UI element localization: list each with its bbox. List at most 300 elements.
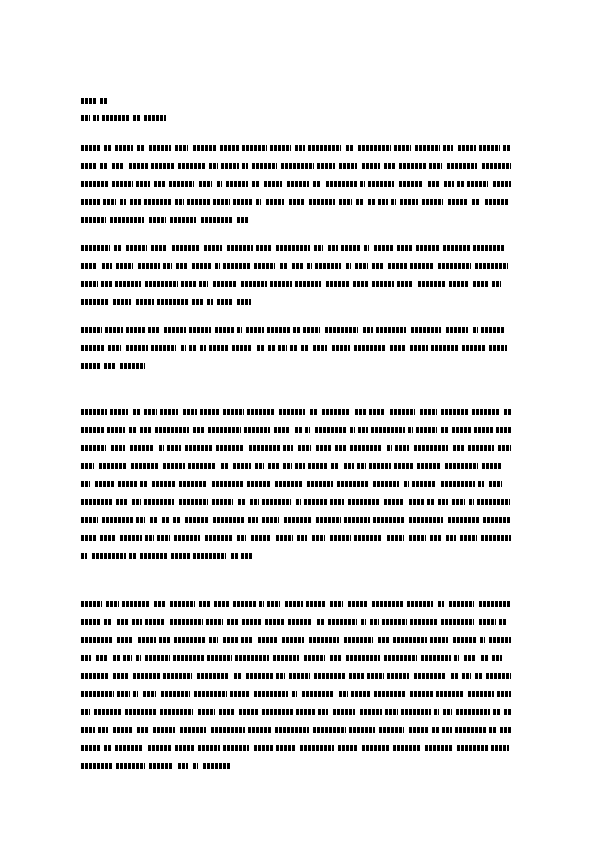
illegible-word [171,553,190,559]
illegible-word [151,345,176,351]
illegible-word [358,427,368,433]
illegible-word [409,517,443,523]
illegible-word [454,655,459,661]
illegible-word [149,217,166,223]
illegible-word [150,517,157,523]
illegible-word [354,535,382,541]
illegible-word [81,281,98,287]
illegible-word [226,181,248,187]
illegible-word [81,427,104,433]
illegible-word [414,673,446,679]
illegible-word [95,481,115,487]
illegible-word [81,601,102,607]
illegible-word [201,217,233,223]
illegible-word [448,199,468,205]
illegible-word [199,281,208,287]
illegible-word [351,691,371,697]
illegible-word [244,427,270,433]
illegible-word [178,763,188,769]
illegible-word [330,655,342,661]
illegible-word [473,281,489,287]
illegible-word [94,709,122,715]
illegible-word [504,709,511,715]
illegible-word [233,199,252,205]
illegible-word [137,145,144,151]
illegible-word [241,281,267,287]
illegible-word [275,727,309,733]
illegible-word [333,709,355,715]
illegible-word [132,619,142,625]
illegible-word [326,181,357,187]
illegible-word [314,673,345,679]
illegible-word [188,463,216,469]
text-line [81,245,511,251]
illegible-word [348,499,380,505]
illegible-word [81,463,94,469]
illegible-word [407,601,433,607]
illegible-word [231,553,238,559]
illegible-word [175,199,184,205]
illegible-word [237,299,251,305]
illegible-word [99,463,126,469]
illegible-word [397,245,413,251]
illegible-word [268,345,275,351]
illegible-word [183,409,197,415]
illegible-word [164,327,186,333]
illegible-word [104,145,112,151]
illegible-word [473,245,505,251]
illegible-word [81,299,108,305]
text-line [81,655,511,661]
illegible-word [457,181,464,187]
illegible-word [246,327,264,333]
illegible-word [422,199,443,205]
illegible-word [390,409,415,415]
illegible-word [376,327,406,333]
paragraph [81,601,511,769]
illegible-word [430,535,442,541]
illegible-word [354,345,385,351]
illegible-word [152,481,176,487]
illegible-word [303,327,320,333]
illegible-word [110,409,128,415]
illegible-word [489,481,502,487]
illegible-word [283,463,292,469]
illegible-word [447,163,477,169]
illegible-word [131,463,158,469]
illegible-word [81,217,106,223]
illegible-word [384,655,417,661]
text-line [81,727,511,733]
illegible-word [81,763,113,769]
illegible-word [167,445,181,451]
illegible-text-note [0,0,1,1]
illegible-word [326,281,349,287]
illegible-word [265,619,285,625]
illegible-word [207,299,213,305]
illegible-word [296,499,301,505]
text-line [81,763,511,769]
illegible-word [81,517,98,523]
illegible-word [176,263,188,269]
illegible-word [145,535,154,541]
illegible-word [113,299,131,305]
illegible-word [368,181,394,187]
illegible-word [458,145,476,151]
illegible-word [280,263,288,269]
illegible-word [442,727,452,733]
illegible-word [276,673,285,679]
illegible-word [475,263,508,269]
illegible-word [133,409,140,415]
illegible-word [154,601,166,607]
illegible-word [344,463,354,469]
illegible-word [483,517,510,523]
illegible-word [395,445,409,451]
illegible-word [434,709,439,715]
illegible-word [387,535,404,541]
illegible-word [441,481,475,487]
illegible-word [81,619,101,625]
illegible-word [443,709,452,715]
illegible-word [81,445,106,451]
illegible-word [149,763,173,769]
illegible-word [105,327,123,333]
illegible-word [162,517,169,523]
illegible-word [117,619,128,625]
text-line [81,673,511,679]
illegible-word [306,601,325,607]
illegible-word [438,601,444,607]
illegible-word [213,281,236,287]
illegible-word [200,345,206,351]
illegible-word [397,281,413,287]
illegible-word [211,727,245,733]
illegible-word [292,263,303,269]
illegible-word [199,181,212,187]
illegible-word [453,637,477,643]
illegible-word [369,409,385,415]
illegible-word [273,655,299,661]
illegible-word [267,601,280,607]
illegible-word [81,481,90,487]
illegible-word [96,655,108,661]
illegible-word [400,199,418,205]
illegible-word [479,619,496,625]
illegible-word [232,345,252,351]
illegible-word [192,299,204,305]
illegible-word [175,745,194,751]
illegible-word [387,673,409,679]
illegible-word [136,299,154,305]
illegible-word [215,263,220,269]
illegible-word [478,481,484,487]
illegible-word [372,601,404,607]
illegible-word [163,263,172,269]
illegible-word [312,535,325,541]
illegible-word [213,199,230,205]
illegible-word [252,181,259,187]
illegible-word [393,637,427,643]
illegible-word [292,691,297,697]
illegible-word [258,637,277,643]
illegible-word [126,345,148,351]
paragraph [81,327,511,369]
illegible-word [129,553,137,559]
illegible-word [373,481,399,487]
illegible-word [482,463,502,469]
illegible-word [126,327,145,333]
illegible-word [469,499,474,505]
illegible-word [138,637,156,643]
illegible-word [275,481,302,487]
illegible-word [81,327,102,333]
illegible-word [212,481,243,487]
illegible-word [185,517,209,523]
illegible-word [350,445,382,451]
illegible-word [209,345,228,351]
illegible-word [339,199,352,205]
illegible-word [349,727,375,733]
illegible-word [348,601,367,607]
illegible-word [335,445,347,451]
text-line [81,553,511,559]
illegible-word [274,427,290,433]
illegible-word [472,199,480,205]
illegible-word [209,163,218,169]
illegible-word [257,345,264,351]
illegible-word [268,463,280,469]
illegible-word [174,637,205,643]
illegible-word [374,245,394,251]
text-line [81,217,511,223]
illegible-word [81,363,100,369]
illegible-word [120,199,126,205]
illegible-word [242,163,248,169]
illegible-word [81,163,96,169]
illegible-word [81,673,108,679]
illegible-word [489,345,507,351]
illegible-word [205,535,232,541]
illegible-word [367,673,384,679]
illegible-word [100,163,107,169]
illegible-word [255,463,264,469]
illegible-word [233,601,256,607]
illegible-word [200,409,219,415]
illegible-word [309,199,335,205]
illegible-word [214,601,230,607]
illegible-word [115,745,143,751]
illegible-word [353,281,368,287]
illegible-word [144,199,172,205]
illegible-word [338,745,357,751]
illegible-word [316,517,341,523]
illegible-word [246,673,273,679]
illegible-word [102,517,133,523]
illegible-word [305,427,310,433]
illegible-word [254,691,288,697]
illegible-word [81,345,104,351]
illegible-word [363,327,373,333]
illegible-word [295,463,305,469]
illegible-word [247,409,275,415]
illegible-word [113,655,120,661]
illegible-word [489,637,511,643]
illegible-word [330,499,344,505]
illegible-word [235,655,269,661]
illegible-word [185,445,212,451]
illegible-word [116,263,133,269]
illegible-word [113,727,133,733]
text-line [81,409,511,415]
illegible-word [473,327,478,333]
text-line [81,427,511,433]
illegible-word [198,709,215,715]
illegible-word [455,727,486,733]
illegible-word [316,445,331,451]
illegible-word [81,727,95,733]
illegible-word [279,409,305,415]
illegible-word [145,655,170,661]
illegible-word [170,217,196,223]
illegible-word [242,145,267,151]
illegible-word [421,655,451,661]
illegible-word [148,327,160,333]
illegible-word [431,345,459,351]
illegible-word [122,601,150,607]
text-line [81,481,511,487]
illegible-word [145,281,178,287]
illegible-word [372,281,394,287]
text-line [81,619,511,625]
illegible-word [181,281,196,287]
illegible-word [140,481,148,487]
illegible-word [441,619,474,625]
illegible-word [493,709,501,715]
illegible-word [298,445,311,451]
illegible-word [163,463,185,469]
illegible-word [203,763,230,769]
illegible-word [492,281,501,287]
illegible-word [496,427,511,433]
illegible-word [474,427,493,433]
text-line [81,263,511,269]
illegible-word [117,691,130,697]
illegible-word [332,345,350,351]
illegible-word [136,517,145,523]
illegible-word [221,163,239,169]
illegible-word [145,619,165,625]
illegible-word [170,601,195,607]
illegible-word [411,327,441,333]
illegible-word [137,727,148,733]
illegible-word [115,281,141,287]
document-header-line-1 [81,98,511,104]
illegible-word [247,481,271,487]
illegible-word [81,199,100,205]
illegible-word [223,263,250,269]
illegible-word [360,709,382,715]
illegible-word [432,727,439,733]
illegible-word [180,727,206,733]
illegible-word [221,463,229,469]
illegible-word [382,619,407,625]
illegible-word [237,327,242,333]
illegible-word [215,327,234,333]
illegible-word [204,245,222,251]
illegible-word [304,655,325,661]
illegible-word [346,145,354,151]
illegible-word [219,709,234,715]
illegible-word [339,163,357,169]
illegible-word [480,637,485,643]
illegible-word [120,363,145,369]
illegible-word [230,691,249,697]
illegible-word [189,327,211,333]
illegible-word [227,245,253,251]
illegible-word [223,745,249,751]
illegible-word [362,163,380,169]
illegible-word [194,691,227,697]
illegible-word [308,145,341,151]
illegible-word [172,245,200,251]
illegible-word [378,199,388,205]
illegible-word [384,163,396,169]
text-line [81,345,511,351]
illegible-word [270,145,291,151]
illegible-word [116,763,145,769]
illegible-word [318,709,328,715]
illegible-word [399,163,426,169]
illegible-word [486,673,511,679]
illegible-word [427,499,435,505]
illegible-word [227,619,239,625]
illegible-word [153,727,175,733]
illegible-word [262,709,293,715]
illegible-word [297,535,307,541]
illegible-word [325,327,358,333]
illegible-word [453,445,464,451]
illegible-word [238,499,245,505]
illegible-word [451,673,458,679]
illegible-word [125,709,157,715]
illegible-word [160,709,193,715]
illegible-word [170,619,203,625]
illegible-word [358,145,391,151]
illegible-word [173,517,181,523]
illegible-word [151,163,174,169]
illegible-word [330,535,351,541]
illegible-word [412,481,436,487]
illegible-word [256,199,261,205]
illegible-word [401,709,431,715]
illegible-word [301,345,309,351]
text-line [81,637,511,643]
illegible-word [81,409,107,415]
illegible-word [161,691,190,697]
illegible-word [295,427,302,433]
illegible-word [438,499,448,505]
illegible-word [81,709,90,715]
illegible-word [448,517,480,523]
illegible-word [449,281,469,287]
illegible-word [293,327,300,333]
illegible-word [368,199,375,205]
illegible-word [364,245,369,251]
illegible-word [416,427,437,433]
illegible-word [467,181,488,187]
illegible-word [387,445,392,451]
